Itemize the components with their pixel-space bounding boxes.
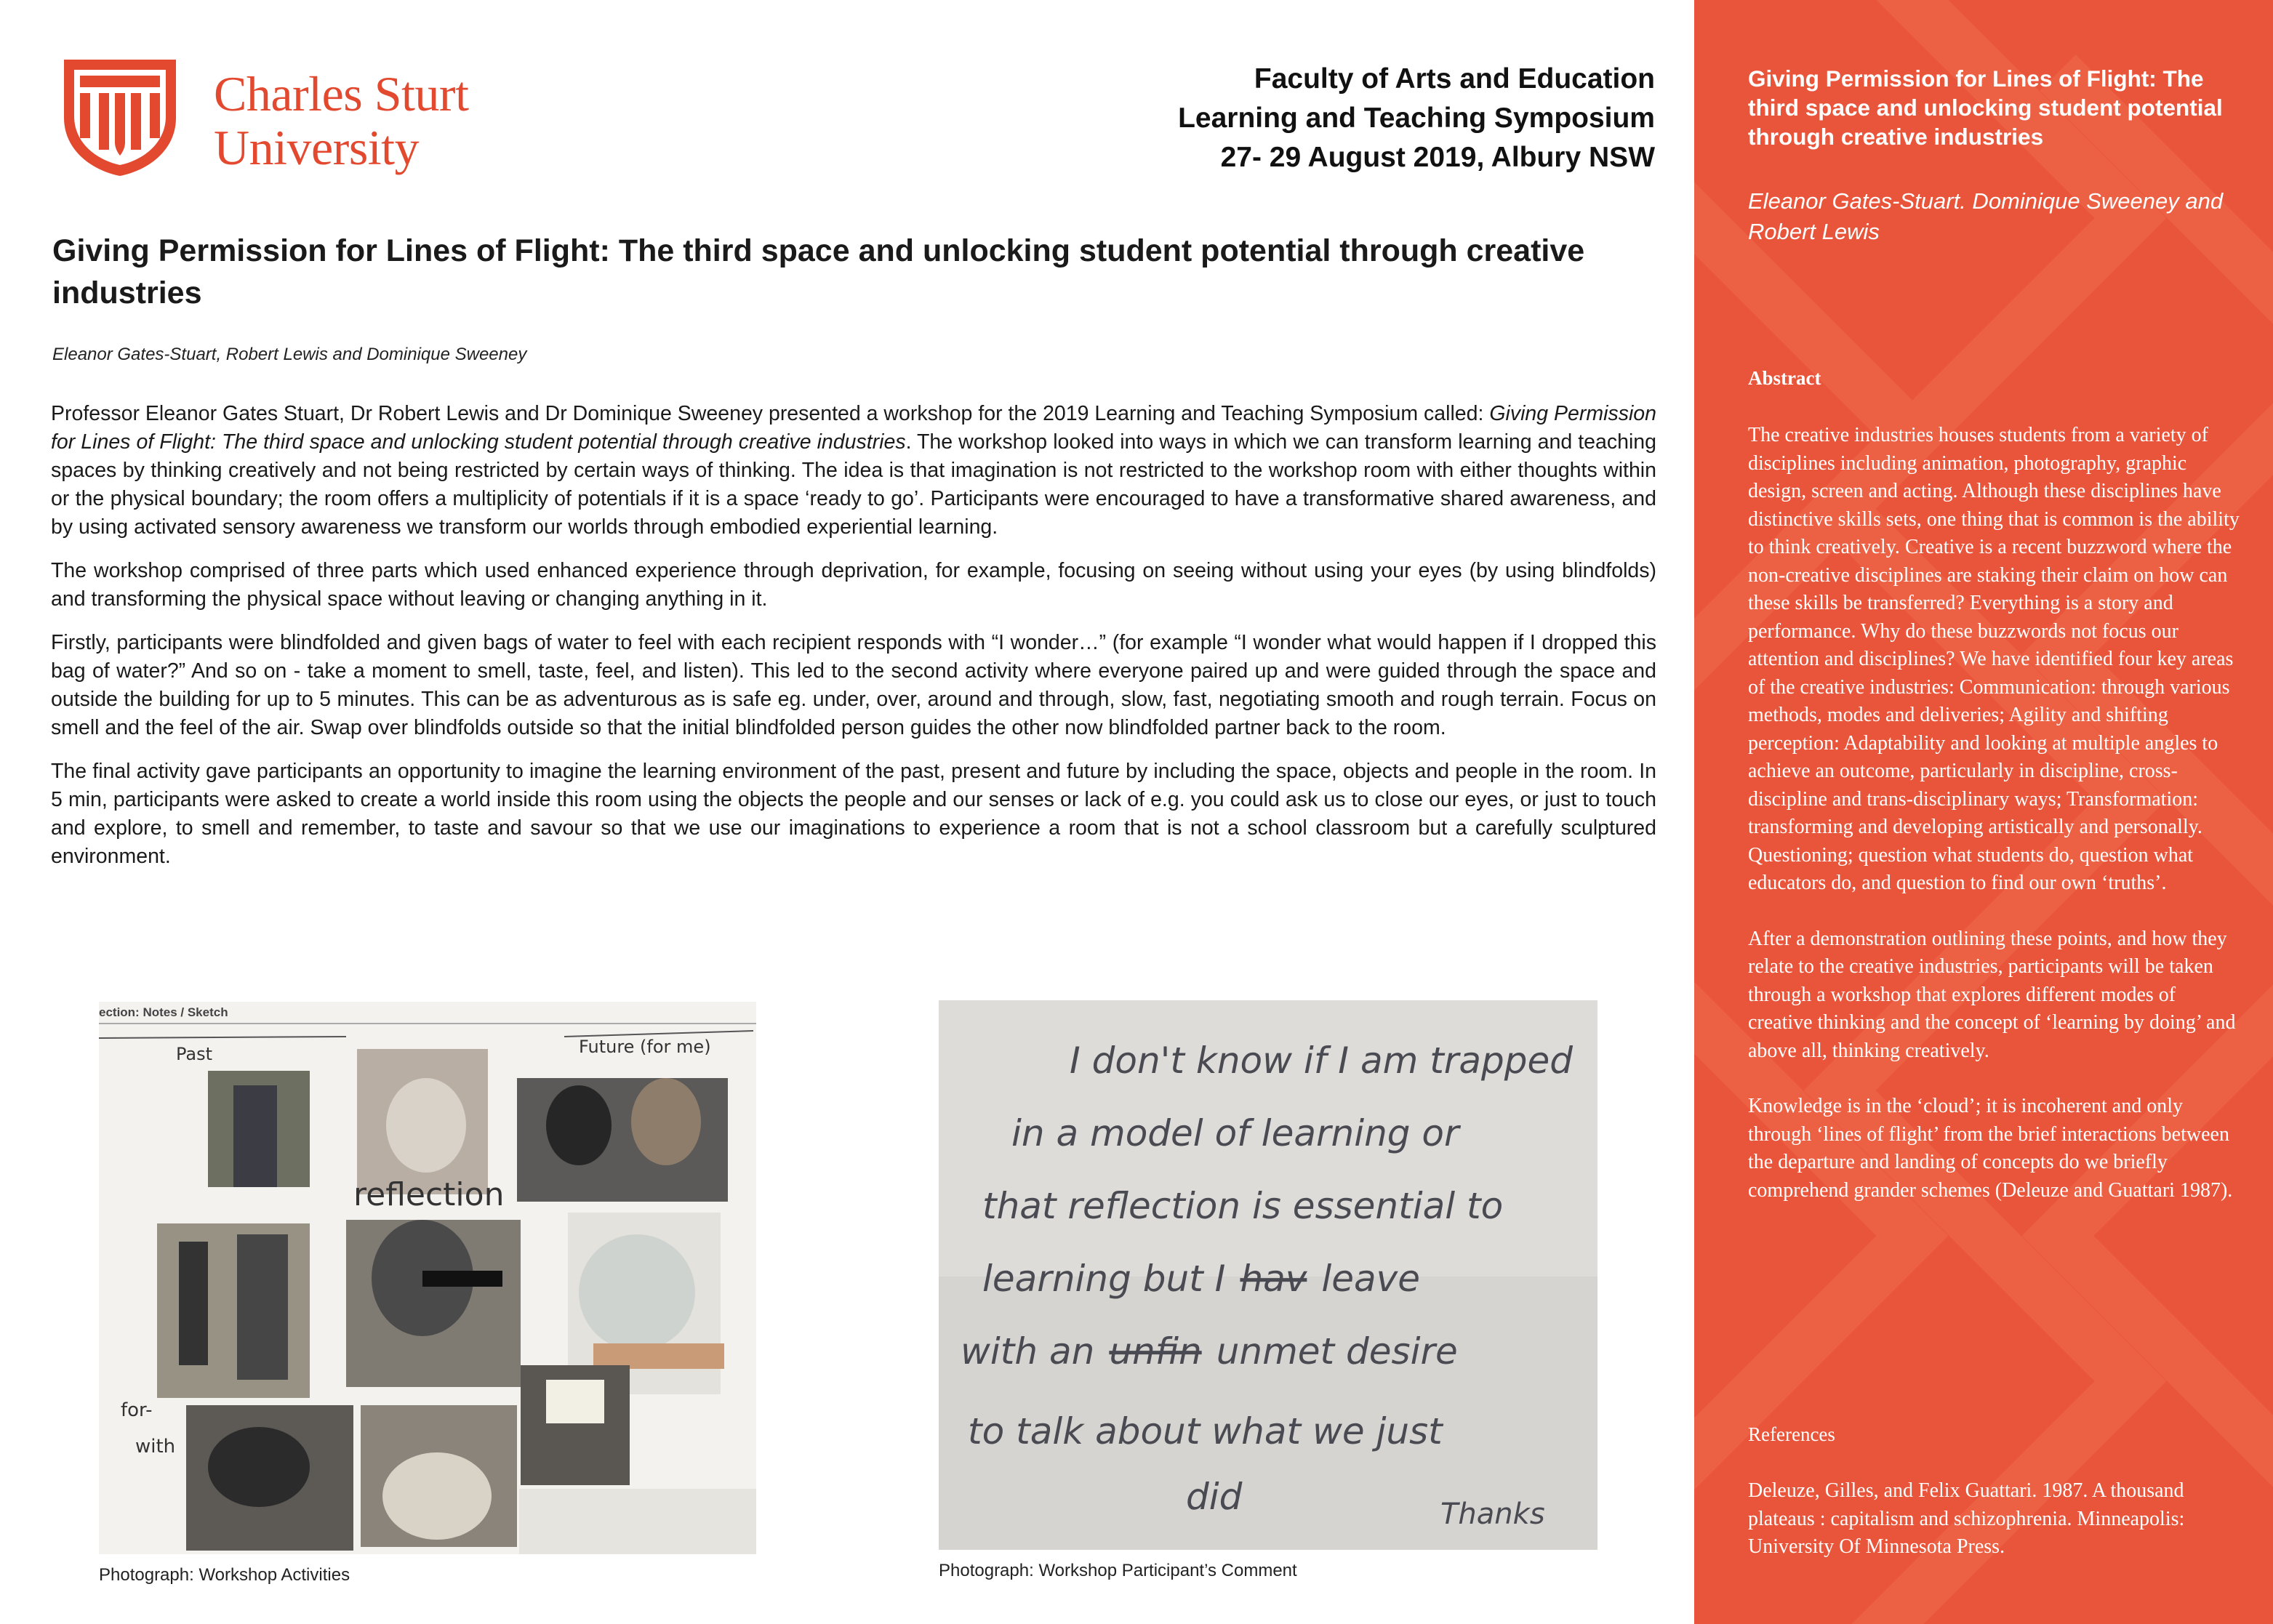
word-with: with: [135, 1436, 176, 1458]
abstract-paragraph-2: After a demonstration outlining these points, and how they relate to the creative industries, participants will be taken through a workshop that explores different modes of creative thinking and the concept of ‘learning by doing’ and above all, thinking creatively.: [1748, 927, 2236, 1062]
label-past: Past: [176, 1044, 213, 1064]
participant-comment-photo: [939, 1000, 1597, 1550]
event-symposium: Learning and Teaching Symposium: [1178, 102, 1655, 134]
abstract-paragraph-3: Knowledge is in the ‘cloud’; it is incoherent and only through ‘lines of flight’ from the brief interactions between the departure and landing of concepts do we briefly comprehend grander schemes (Deleuze and Guattari 1987).: [1748, 1095, 2233, 1202]
event-date-location: 27- 29 August 2019, Albury NSW: [1220, 142, 1655, 173]
abstract-heading: Abstract: [1748, 367, 1821, 389]
note-line-5-end: unmet desire: [1216, 1330, 1458, 1372]
note-line-2: in a model of learning or: [1011, 1112, 1459, 1154]
paragraph-2: The workshop comprised of three parts which used enhanced experience through deprivation, for example, focusing on seeing without using your eyes (by using blindfolds) and transforming the physical space without leaving or changing anything in it.: [51, 559, 1656, 611]
page-title: Giving Permission for Lines of Flight: The third space and unlocking student potential through creative industries: [52, 233, 1585, 310]
abstract-text: [1748, 422, 2242, 1232]
note-line-4-struck: hav: [1240, 1258, 1307, 1300]
logo-line-2: University: [214, 120, 420, 175]
note-line-4-end: leave: [1321, 1258, 1421, 1300]
event-faculty: Faculty of Arts and Education: [1254, 63, 1655, 95]
paragraph-1-text-a: Professor Eleanor Gates Stuart, Dr Robert Lewis and Dr Dominique Sweeney presented a workshop for the 2019 Learning and Teaching Symposium called:: [51, 402, 1490, 425]
note-line-5-start: with an: [961, 1330, 1095, 1372]
paragraph-4: The final activity gave participants an opportunity to imagine the learning environment of the past, present and future by including the space, objects and people in the room. In 5 min, participants were asked to create a world inside this room using the objects the people and our senses or lack of e.g. you could ask us to close our eyes, or just to touch and explore, to smell and remember, to taste and savour so that we use our imaginations to experience a room that is not a school classroom but a carefully sculptured environment.: [51, 760, 1656, 868]
paragraph-3: Firstly, participants were blindfolded and given bags of water to feel with each recipient responds with “I wonder…” (for example “I wonder what would happen if I dropped this bag of water?” And so on - take a moment to smell, taste, feel, and listen). This led to the second activity where everyone paired up and were guided through the space and outside the building for up to 5 minutes. This can be as adventurous as is safe eg. under, over, around and through, slow, fast, negotiating smooth and rough terrain. Focus on smell and the feel of the air. Swap over blindfolds outside so that the initial blindfolded person guides the other now blindfolded partner back to the room.: [51, 631, 1656, 739]
note-line-4-start: learning but I: [982, 1258, 1226, 1300]
sidebar-authors: Eleanor Gates-Stuart. Dominique Sweeney and Robert Lewis: [1748, 188, 2224, 244]
note-signoff: Thanks: [1440, 1498, 1545, 1531]
article-body: [51, 400, 1656, 886]
note-line-6: to talk about what we just: [968, 1410, 1443, 1452]
photo-caption-activities: Photograph: Workshop Activities: [99, 1565, 350, 1585]
abstract-sidebar: [1694, 0, 2273, 1624]
note-line-7: did: [1186, 1476, 1243, 1518]
word-reflection: reflection: [353, 1176, 505, 1213]
workshop-title-italic: Giving Permission for Lines of Flight: The third space and unlocking student potential through creative industries: [51, 402, 1656, 454]
reference-item: Deleuze, Gilles, and Felix Guattari. 1987. A thousand plateaus : capitalism and schizophrenia. Minneapolis: University Of Minnesota Press.: [1748, 1479, 2185, 1558]
logo-line-1: Charles Sturt: [214, 66, 469, 121]
workshop-activities-photo: [99, 1002, 756, 1554]
label-future: Future (for me): [579, 1037, 711, 1057]
abstract-paragraph-1: The creative industries houses students from a variety of disciplines including animation, photography, graphic design, screen and acting. Although these disciplines have distinctive skills sets, one thing that is common is the ability to think creatively. Creative is a recent buzzword where the non-creative disciplines are staking their claim on how can these skills be transferred? Everything is a story and performance. Why do these buzzwords not focus our attention and disciplines? We have identified four key areas of the creative industries: Communication: through various methods, modes and deliveries; Agility and shifting perception: Adaptability and looking at multiple angles to achieve an outcome, particularly in discipline, cross-discipline and trans-disciplinary ways; Transformation: transforming and developing artistically and personally. Questioning; question what students do, question what educators do, and question to find our own ‘truths’.: [1748, 424, 2240, 894]
note-line-4: [982, 1258, 1420, 1300]
collage-illustration: [99, 1002, 756, 1554]
university-logo: [58, 55, 553, 179]
paragraph-1: [51, 400, 1656, 542]
note-line-3: that reflection is essential to: [982, 1185, 1504, 1227]
shield-logo-icon: [58, 55, 182, 179]
references-heading: References: [1748, 1423, 1835, 1445]
author-line: Eleanor Gates-Stuart, Robert Lewis and Dominique Sweeney: [52, 345, 527, 364]
sidebar-title: Giving Permission for Lines of Flight: The third space and unlocking student potential through creative industries: [1748, 65, 2223, 150]
note-line-1: I don't know if I am trapped: [1070, 1040, 1573, 1082]
handwritten-note: [939, 1000, 1597, 1550]
sheet-header: ection: Notes / Sketch: [99, 1005, 228, 1019]
logo-wordmark: [214, 67, 468, 174]
paragraph-1-text-b: . The workshop looked into ways in which we can transform learning and teaching spaces by thinking creatively and not being restricted by certain ways of thinking. The idea is that imagination is not restricted to the workshop room with either thoughts within or the physical boundary; the room offers a multiplicity of potentials if it is a space ‘ready to go’. Participants were encouraged to have a transformative shared awareness, and by using activated sensory awareness we transform our worlds through embodied experiential learning.: [51, 430, 1656, 539]
photo-caption-comment: Photograph: Workshop Participant’s Comment: [939, 1561, 1297, 1580]
event-header: [1178, 60, 1655, 177]
word-for: for-: [121, 1399, 153, 1421]
note-line-5-struck: unfin: [1109, 1330, 1202, 1372]
